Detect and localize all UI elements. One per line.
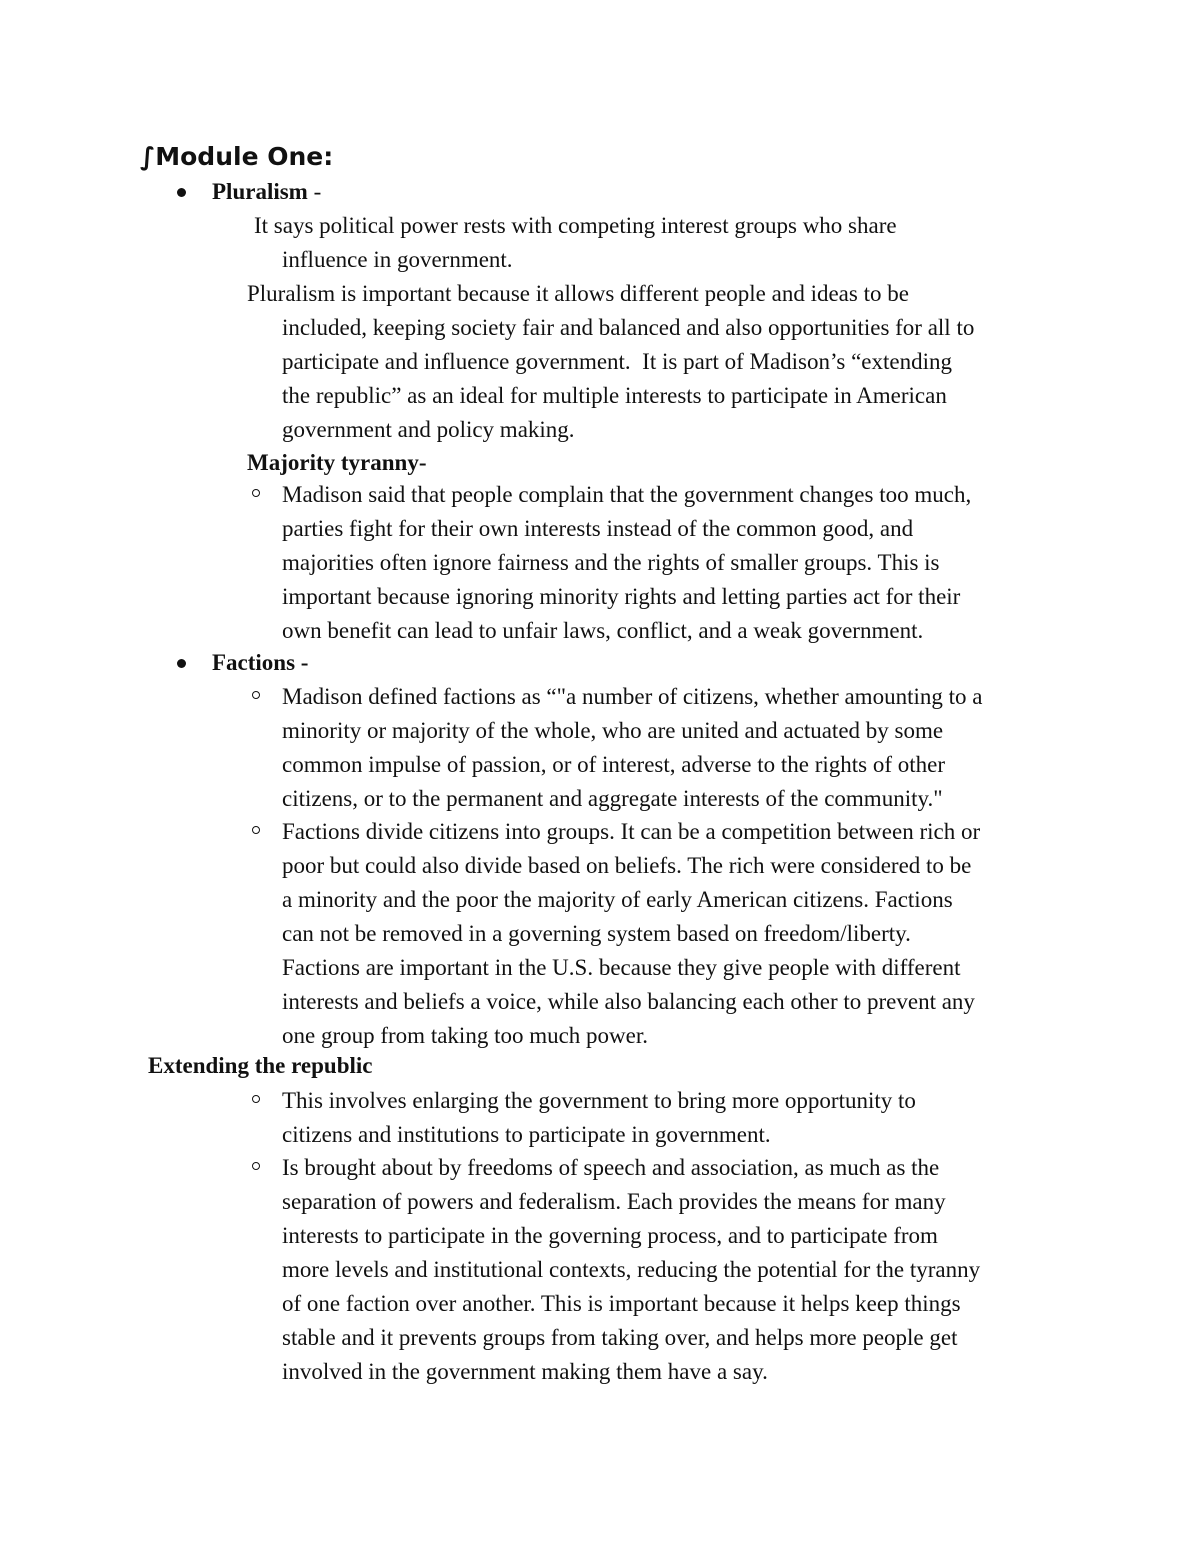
text-line: one group from taking too much power. [282,1023,649,1048]
text-line: separation of powers and federalism. Each provides the means for many [282,1189,946,1214]
text-line: Madison defined factions as “"a number of citizens, whether amounting to a [282,684,983,709]
factions-point [282,680,982,816]
extending-republic-point [282,1084,916,1152]
text-line: Pluralism is important because it allows different people and ideas to be [247,281,909,306]
text-line: interests and beliefs a voice, while also balancing each other to prevent any [282,989,975,1014]
text-line: can not be removed in a governing system based on freedom/liberty. [282,921,911,946]
bullet-circle-icon [252,1095,260,1103]
pluralism-importance [247,277,974,447]
text-line: government and policy making. [282,417,575,442]
pluralism-heading-suffix: - [307,179,322,204]
bullet-circle-icon [252,489,260,497]
pluralism-heading: Pluralism [212,179,308,204]
text-line: minority or majority of the whole, who are united and actuated by some [282,718,944,743]
text-line: This involves enlarging the government to bring more opportunity to [282,1088,916,1113]
text-line: involved in the government making them have a say. [282,1359,768,1384]
majority-tyranny-point [282,478,971,648]
text-line: poor but could also divide based on beliefs. The rich were considered to be [282,853,972,878]
extending-republic-heading: Extending the republic [148,1053,373,1078]
page-title: ∫Module One: [140,142,334,171]
text-line: included, keeping society fair and balanced and also opportunities for all to [282,315,975,340]
text-line: the republic” as an ideal for multiple interests to participate in American [282,383,947,408]
text-line: parties fight for their own interests instead of the common good, and [282,516,914,541]
text-line: majorities often ignore fairness and the rights of smaller groups. This is [282,550,940,575]
bullet-disc-icon [177,659,186,668]
text-line: Factions divide citizens into groups. It can be a competition between rich or [282,819,981,844]
factions-heading: Factions - [212,650,309,675]
text-line: influence in government. [282,247,513,272]
factions-point [282,815,980,1053]
text-line: common impulse of passion, or of interest, adverse to the rights of other [282,752,946,777]
bullet-circle-icon [252,691,260,699]
text-line: Is brought about by freedoms of speech and association, as much as the [282,1155,940,1180]
text-line: a minority and the poor the majority of early American citizens. Factions [282,887,953,912]
text-line: interests to participate in the governing process, and to participate from [282,1223,938,1248]
bullet-disc-icon [177,188,186,197]
text-line: It says political power rests with competing interest groups who share [254,213,897,238]
text-line: Factions are important in the U.S. because they give people with different [282,955,961,980]
text-line: stable and it prevents groups from taking over, and helps more people get [282,1325,958,1350]
text-line: important because ignoring minority rights and letting parties act for their [282,584,961,609]
pluralism-heading-line [212,175,321,209]
text-line: Madison said that people complain that the government changes too much, [282,482,972,507]
majority-tyranny-heading: Majority tyranny- [247,450,427,475]
extending-republic-point [282,1151,980,1389]
pluralism-definition [254,209,897,277]
bullet-circle-icon [252,1162,260,1170]
bullet-circle-icon [252,826,260,834]
text-line: citizens and institutions to participate in government. [282,1122,771,1147]
text-line: of one faction over another. This is important because it helps keep things [282,1291,961,1316]
text-line: participate and influence government. It is part of Madison’s “extending [282,349,952,374]
text-line: citizens, or to the permanent and aggregate interests of the community." [282,786,943,811]
text-line: own benefit can lead to unfair laws, conflict, and a weak government. [282,618,924,643]
text-line: more levels and institutional contexts, reducing the potential for the tyranny [282,1257,981,1282]
